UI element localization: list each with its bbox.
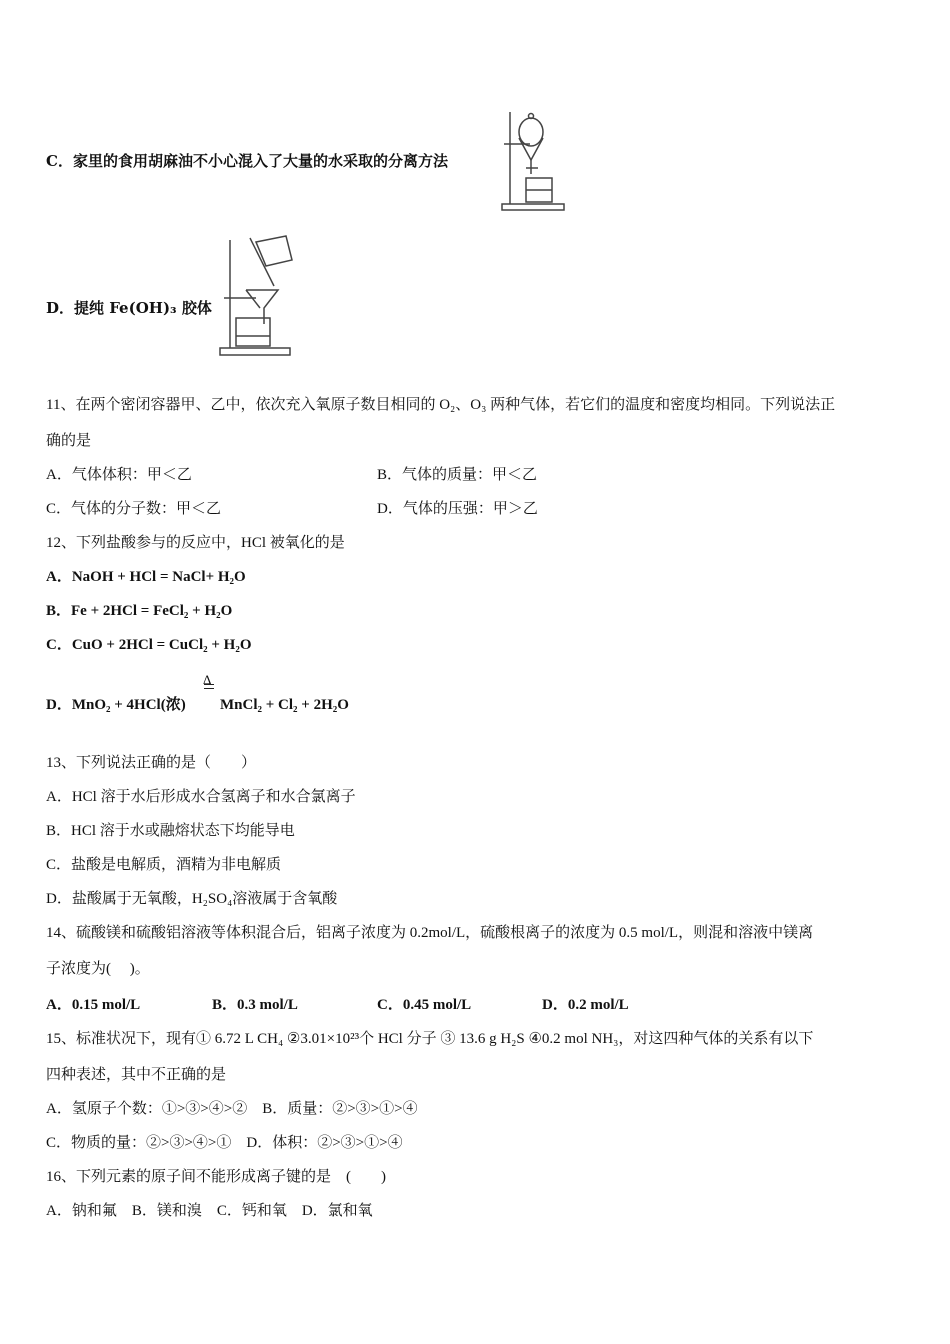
q11-option-a: A．气体体积：甲＜乙 bbox=[46, 467, 192, 483]
q12-stem: 12、下列盐酸参与的反应中，HCl 被氧化的是 bbox=[46, 535, 345, 551]
q13-option-d: D．盐酸属于无氧酸，H₂SO₄溶液属于含氧酸 bbox=[46, 891, 338, 907]
q11-option-d: D．气体的压强：甲＞乙 bbox=[377, 501, 538, 517]
q13-option-a: A．HCl 溶于水后形成水合氢离子和水合氯离子 bbox=[46, 789, 356, 805]
q15-options-ab: A．氢原子个数：①>③>④>② B．质量：②>③>①>④ bbox=[46, 1101, 418, 1117]
q13-option-c: C．盐酸是电解质，酒精为非电解质 bbox=[46, 857, 282, 873]
q12-option-a: A．NaOH + HCl = NaCl+ H₂O bbox=[46, 569, 246, 585]
q11-stem-line1: 11、在两个密闭容器甲、乙中，依次充入氧原子数目相同的 O₂、O₃ 两种气体，若它们的温度和密度均相同。下列说法正 bbox=[46, 397, 836, 413]
q12-option-b: B．Fe + 2HCl = FeCl₂ + H₂O bbox=[46, 603, 233, 619]
q14-stem-line1: 14、硫酸镁和硫酸铝溶液等体积混合后，铝离子浓度为 0.2mol/L，硫酸根离子的浓度为 0.5 mol/L，则混和溶液中镁离 bbox=[46, 925, 814, 941]
q12-heat-condition: Δ bbox=[203, 672, 212, 687]
q14-option-a: A．0.15 mol/L bbox=[46, 997, 141, 1013]
q15-stem-line1: 15、标准状况下，现有① 6.72 L CH₄ ②3.01×10²³个 HCl 分子 ③ 13.6 g H₂S ④0.2 mol NH₃，对这四种气体的关系有以下 bbox=[46, 1031, 814, 1047]
q15-stem-line2: 四种表述，其中不正确的是 bbox=[46, 1067, 227, 1083]
q15-options-cd: C．物质的量：②>③>④>① D．体积：②>③>①>④ bbox=[46, 1135, 403, 1151]
q16-stem: 16、下列元素的原子间不能形成离子键的是 ( ) bbox=[46, 1169, 386, 1185]
q11-stem-line2: 确的是 bbox=[46, 433, 92, 449]
q11-option-c: C．气体的分子数：甲＜乙 bbox=[46, 501, 222, 517]
q14-stem-line2: 子浓度为( )。 bbox=[46, 961, 150, 977]
q14-option-b: B．0.3 mol/L bbox=[212, 997, 298, 1013]
q12-equals-sign bbox=[204, 684, 214, 689]
q13-stem: 13、下列说法正确的是（ ） bbox=[46, 755, 257, 771]
q10-option-c: C．家里的食用胡麻油不小心混入了大量的水采取的分离方法 bbox=[46, 152, 448, 170]
q14-option-d: D．0.2 mol/L bbox=[542, 997, 629, 1013]
q12-option-c: C．CuO + 2HCl = CuCl₂ + H₂O bbox=[46, 637, 252, 653]
filtration-apparatus-image bbox=[216, 232, 296, 358]
q12-option-d-left: D．MnO₂ + 4HCl(浓) bbox=[46, 697, 186, 713]
q13-option-b: B．HCl 溶于水或融熔状态下均能导电 bbox=[46, 823, 295, 839]
q14-option-c: C．0.45 mol/L bbox=[377, 997, 472, 1013]
q16-options: A．钠和氟 B．镁和溴 C．钙和氧 D．氯和氧 bbox=[46, 1203, 373, 1219]
q10-option-d: D．提纯 Fe(OH)₃ 胶体 bbox=[46, 299, 212, 317]
q12-option-d-right: MnCl₂ + Cl₂ + 2H₂O bbox=[220, 697, 349, 713]
q11-option-b: B．气体的质量：甲＜乙 bbox=[377, 467, 538, 483]
separatory-funnel-apparatus-image bbox=[498, 108, 568, 214]
